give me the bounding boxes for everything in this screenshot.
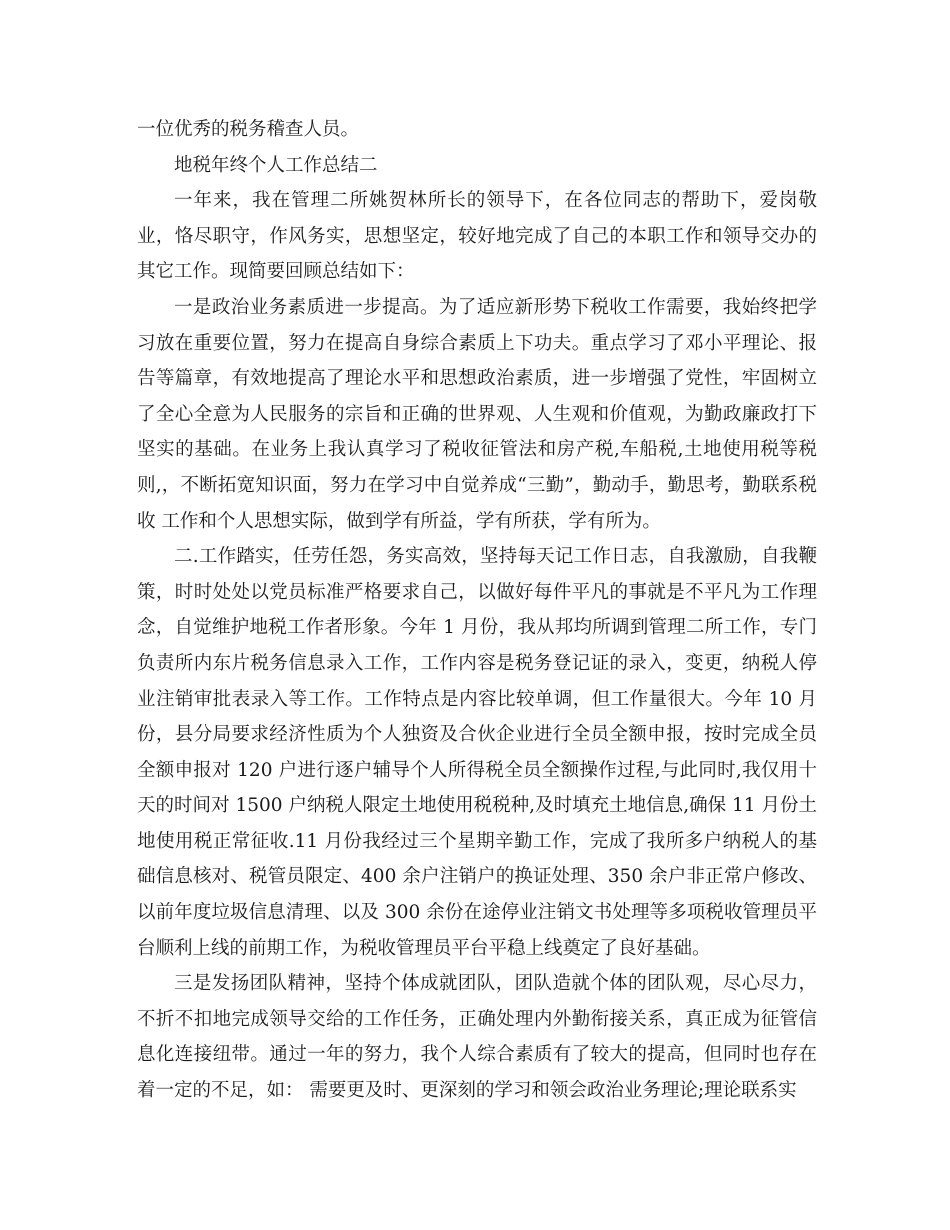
paragraph-point-two: 二.工作踏实，任劳任怨，务实高效，坚持每天记工作日志，自我激励，自我鞭策，时时处处以党员标准严格要求自己，以做好每件平凡的事就是不平凡为工作理念，自觉维护地税工作者形象。今年 1 月份，我从邦均所调到管理二所工作，专门负责所内东片税务信息录入工作，工作内容是税务登记证的录入，变更，纳税人停业注销审批表录入等工作。工作特点是内容比较单调，但工作量很大。今年 10 月份，县分局要求经济性质为个人独资及合伙企业进行全员全额申报，按时完成全员全额申报对 120 户进行逐户辅导个人所得税全员全额操作过程,与此同时,我仅用十天的时间对 1500 户纳税人限定土地使用税税种,及时填充土地信息,确保 11 月份土地使用税正常征收.11 月份我经过三个星期辛勤工作，完成了我所多户纳税人的基础信息核对、税管员限定、400 余户注销户的换证处理、350 余户非正常户修改、以前年度垃圾信息清理、以及 300 余份在途停业注销文书处理等多项税收管理员平台顺利上线的前期工作，为税收管理员平台平稳上线奠定了良好基础。 — [137, 546, 817, 959]
paragraph-point-one: 一是政治业务素质进一步提高。为了适应新形势下税收工作需要，我始终把学习放在重要位置，努力在提高自身综合素质上下功夫。重点学习了邓小平理论、报告等篇章，有效地提高了理论水平和思想政治素质，进一步增强了党性，牢固树立了全心全意为人民服务的宗旨和正确的世界观、人生观和价值观，为勤政廉政打下坚实的基础。在业务上我认真学习了税收征管法和房产税,车船税,土地使用税等税则,，不断拓宽知识面，努力在学习中自觉养成“三勤”，勤动手，勤思考，勤联系税收 工作和个人思想实际，做到学有所益，学有所获，学有所为。 — [137, 296, 817, 532]
paragraph-continuation: 一位优秀的税务稽查人员。 — [137, 119, 360, 140]
paragraph-intro: 一年来，我在管理二所姚贺林所长的领导下，在各位同志的帮助下，爱岗敬业，恪尽职守，作风务实，思想坚定，较好地完成了自己的本职工作和领导交办的其它工作。现简要回顾总结如下： — [137, 190, 817, 283]
paragraph-point-three: 三是发扬团队精神，坚持个体成就团队，团队造就个体的团队观，尽心尽力，不折不扣地完成领导交给的工作任务，正确处理内外勤衔接关系，真正成为征管信息化连接纽带。通过一年的努力，我个人综合素质有了较大的提高，但同时也存在着一定的不足，如： 需要更及时、更深刻的学习和领会政治业务理论;理论联系实 — [137, 973, 817, 1102]
document-body — [137, 112, 817, 1109]
section-heading: 地税年终个人工作总结二 — [174, 154, 378, 176]
